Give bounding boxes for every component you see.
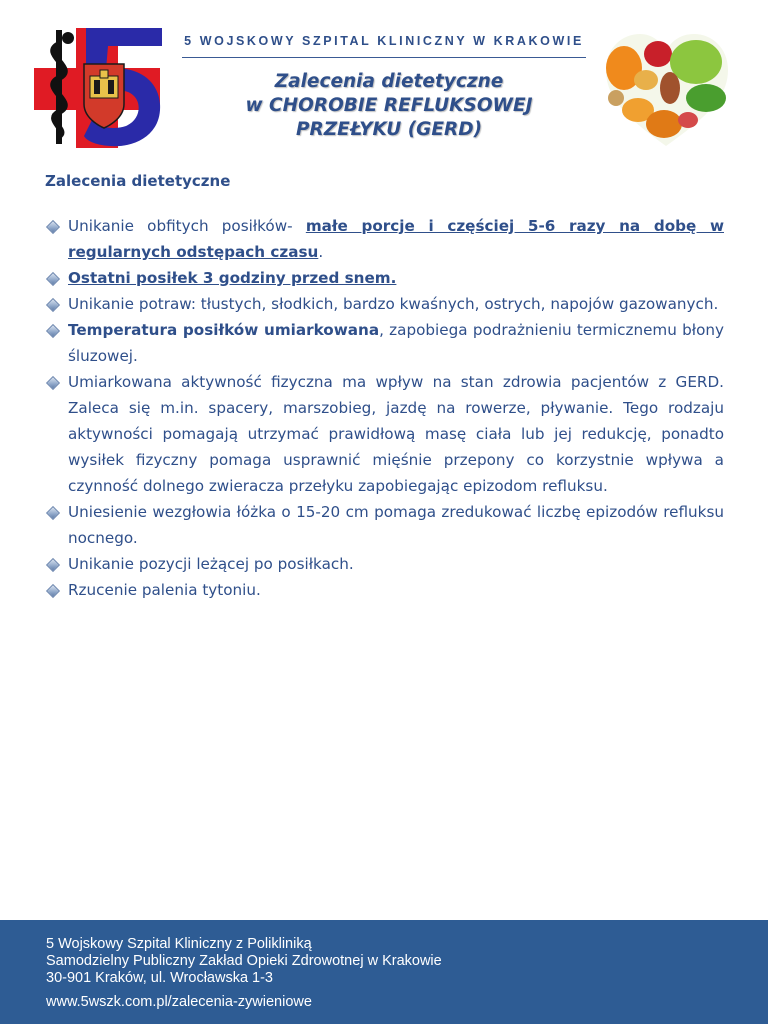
recommendation-list [44,213,724,603]
list-item: Temperatura posiłków umiarkowana, zapobiega podrażnieniu termicznemu błony śluzowej. [44,317,724,369]
footer-line-2: Samodzielny Publiczny Zakład Opieki Zdrowotnej w Krakowie [46,953,442,969]
fruits-vegetables-heart-icon [600,28,734,148]
header-divider [182,57,586,58]
diamond-bullet-icon [46,324,60,338]
diamond-bullet-icon [46,558,60,572]
title-line-3: PRZEŁYKU (GERD) [295,119,483,140]
diamond-bullet-icon [46,220,60,234]
title-line-1: Zalecenia dietetyczne [274,71,504,92]
footer-address [46,936,442,987]
list-item: Unikanie obfitych posiłków- małe porcje i częściej 5-6 razy na dobę w regularnych odstępach czasu. [44,213,724,265]
diamond-bullet-icon [46,376,60,390]
title-line-2: w CHOROBIE REFLUKSOWEJ [245,95,533,116]
list-item: Uniesienie wezgłowia łóżka o 15-20 cm pomaga zredukować liczbę epizodów refluksu nocnego. [44,499,724,551]
list-item: Rzucenie palenia tytoniu. [44,577,724,603]
list-item: Unikanie pozycji leżącej po posiłkach. [44,551,724,577]
list-item: Ostatni posiłek 3 godziny przed snem. [44,265,724,291]
diamond-bullet-icon [46,298,60,312]
list-item: Unikanie potraw: tłustych, słodkich, bardzo kwaśnych, ostrych, napojów gazowanych. [44,291,724,317]
diamond-bullet-icon [46,506,60,520]
hospital-name: 5 WOJSKOWY SZPITAL KLINICZNY W KRAKOWIE [184,34,584,48]
footer-line-3: 30-901 Kraków, ul. Wrocławska 1-3 [46,970,274,986]
footer-url-link[interactable]: www.5wszk.com.pl/zalecenia-zywieniowe [46,994,312,1010]
diamond-bullet-icon [46,584,60,598]
footer [0,920,768,1024]
document-title [182,70,596,142]
footer-line-1: 5 Wojskowy Szpital Kliniczny z Polikliniką [46,936,312,952]
hospital-logo [34,24,168,150]
list-item: Umiarkowana aktywność fizyczna ma wpływ na stan zdrowia pacjentów z GERD. Zaleca się m.in. spacery, marszobieg, jazdę na rowerze, pływanie. Tego rodzaju aktywności pomagają utrzymać prawidłową masę ciała lub jej redukcję, ponadto wysiłek fizyczny pomaga usprawnić mięśnie przepony co korzystnie wpływa a czynność dolnego zwieracza przełyku zapobiegając epizodom refluksu. [44,369,724,499]
diamond-bullet-icon [46,272,60,286]
section-heading: Zalecenia dietetyczne [45,172,231,190]
